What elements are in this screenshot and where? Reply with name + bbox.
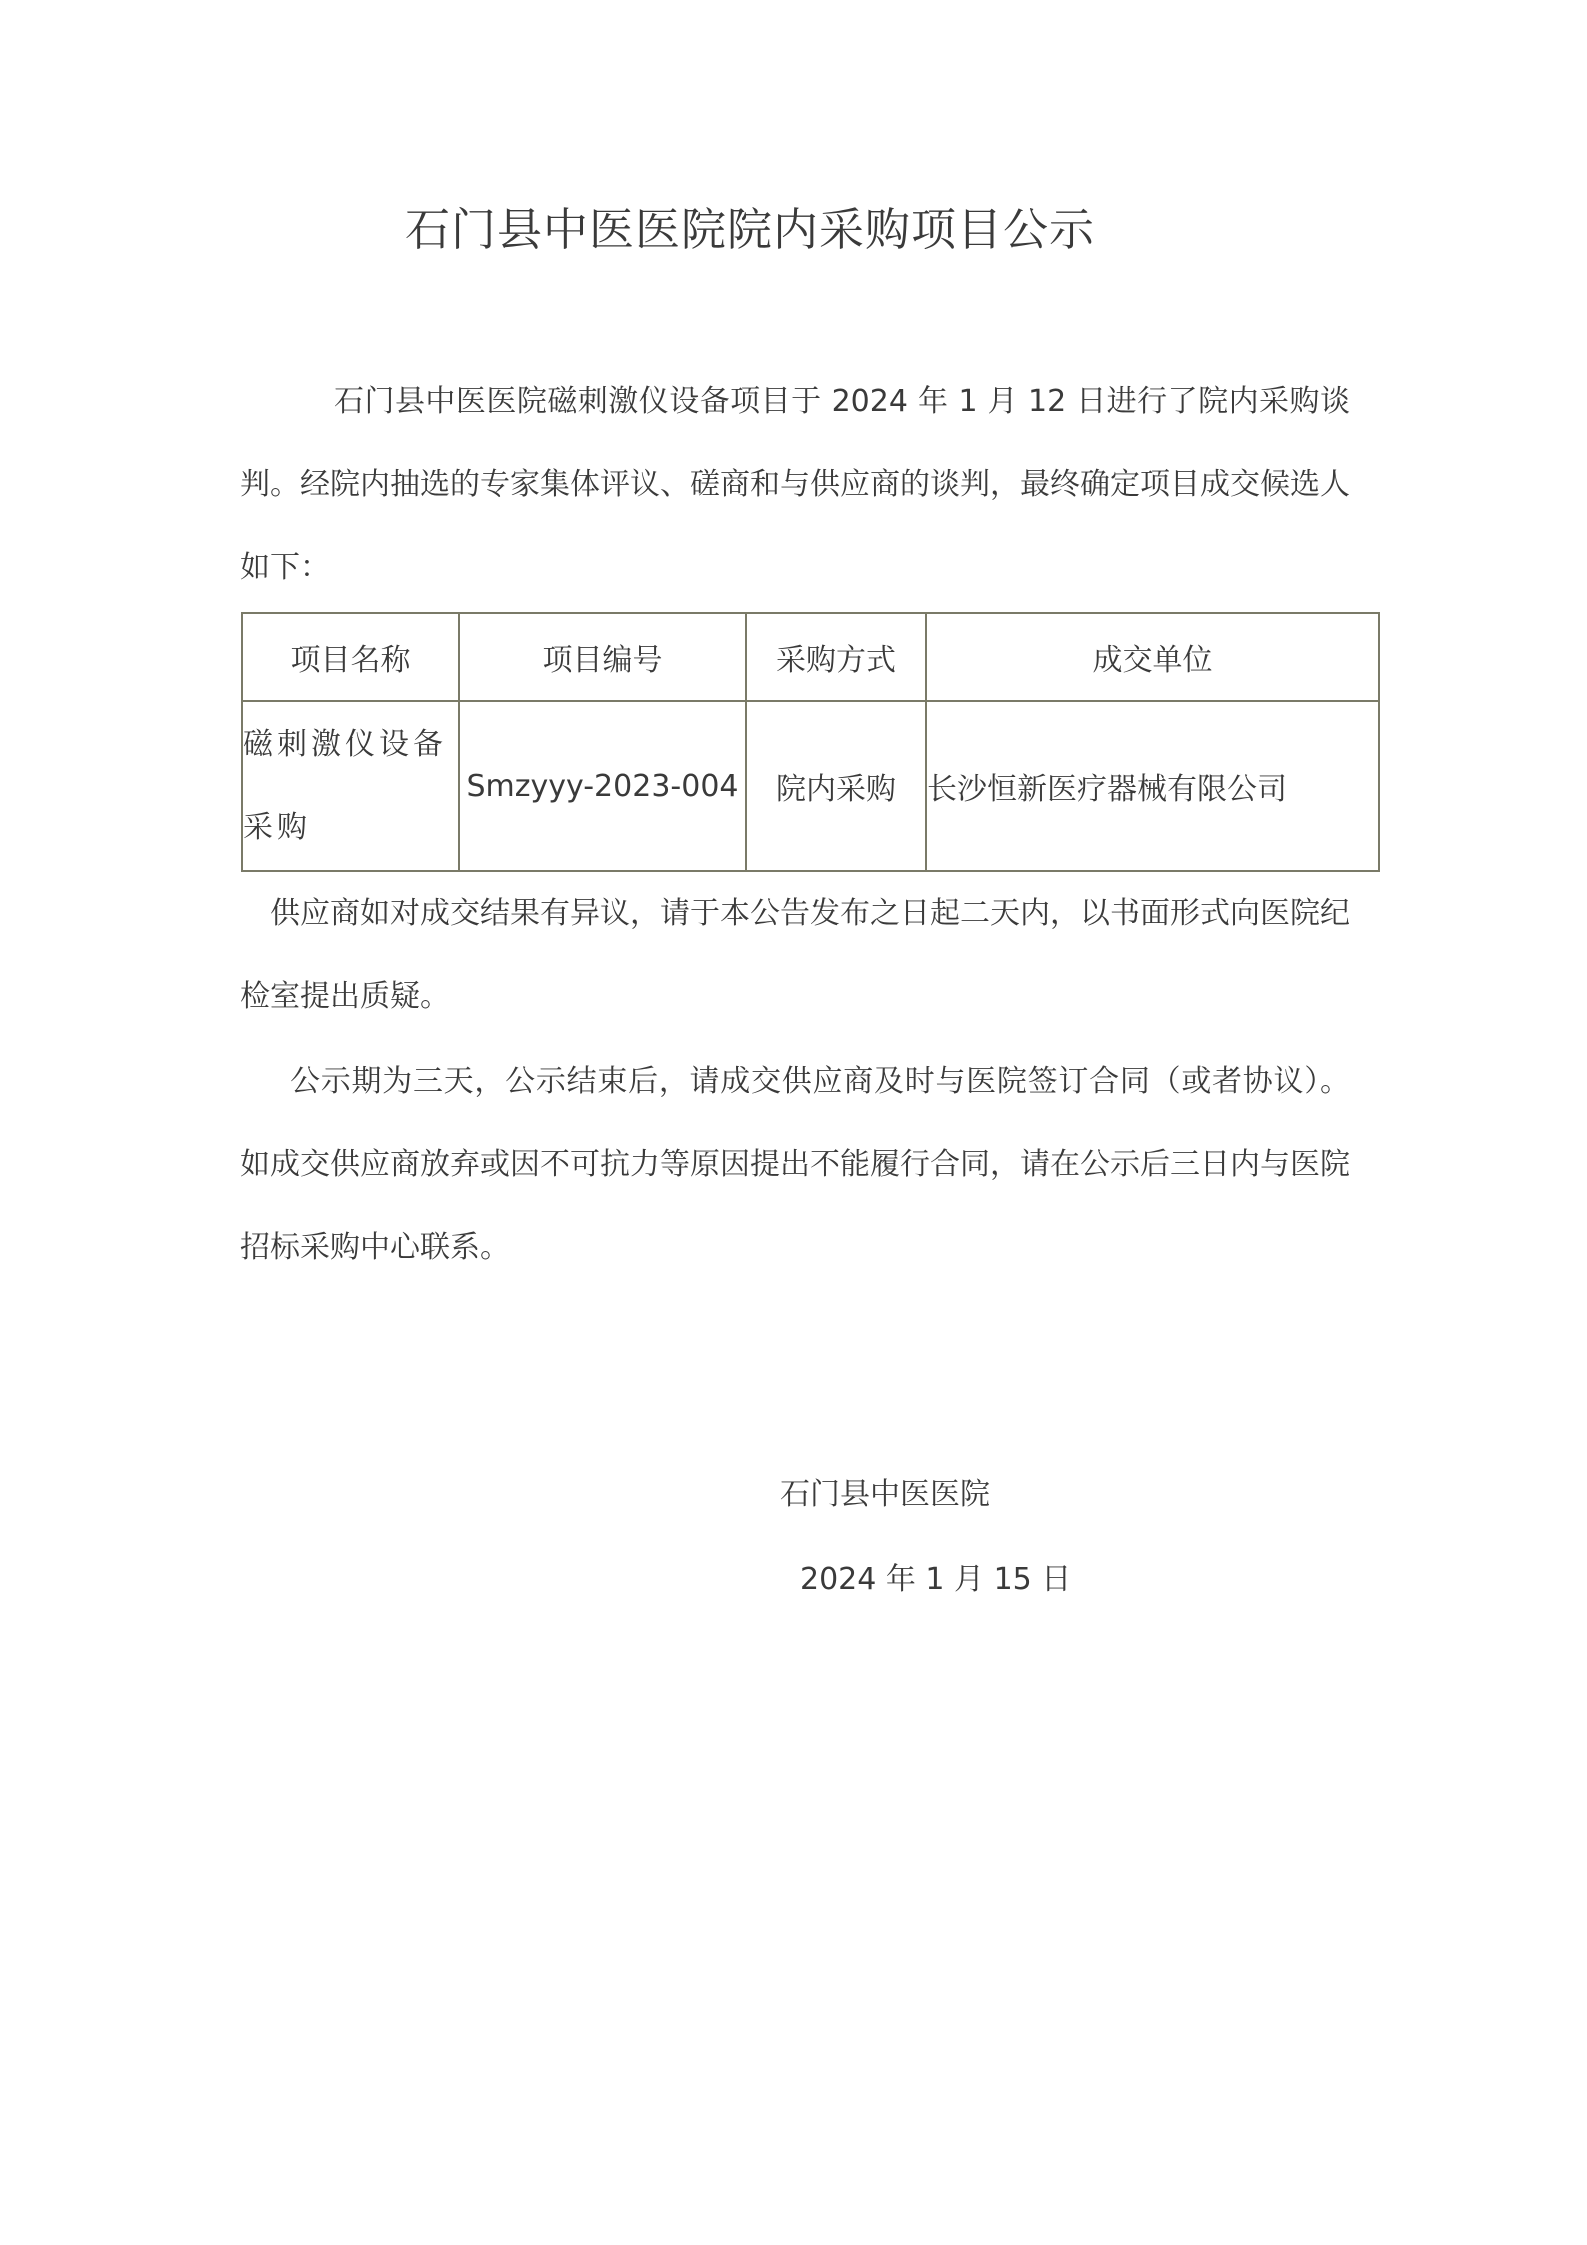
header-project-number: 项目编号 <box>459 613 746 701</box>
header-project-name: 项目名称 <box>242 613 459 701</box>
header-winning-unit: 成交单位 <box>926 613 1379 701</box>
page-title: 石门县中医医院院内采购项目公示 <box>404 203 1095 256</box>
signature-date: 2024 年 1 月 15 日 <box>800 1562 1072 1597</box>
intro-paragraph: 石门县中医医院磁刺激仪设备项目于 2024 年 1 月 12 日进行了院内采购谈判。经院内抽选的专家集体评议、磋商和与供应商的谈判，最终确定项目成交候选人如下： <box>240 384 1350 585</box>
cell-project-name: 磁刺激仪设备采购 <box>242 701 459 871</box>
objection-paragraph: 供应商如对成交结果有异议，请于本公告发布之日起二天内，以书面形式向医院纪检室提出质疑。 <box>240 896 1350 1014</box>
procurement-table <box>241 612 1380 872</box>
publicity-paragraph: 公示期为三天，公示结束后，请成交供应商及时与医院签订合同（或者协议）。如成交供应商放弃或因不可抗力等原因提出不能履行合同，请在公示后三日内与医院招标采购中心联系。 <box>240 1064 1350 1265</box>
cell-procurement-method: 院内采购 <box>746 701 926 871</box>
cell-project-number: Smzyyy-2023-004 <box>459 701 746 871</box>
table-row <box>242 701 1379 871</box>
header-procurement-method: 采购方式 <box>746 613 926 701</box>
signature-organization: 石门县中医医院 <box>780 1477 990 1512</box>
table-header-row <box>242 613 1379 701</box>
cell-winning-unit: 长沙恒新医疗器械有限公司 <box>926 701 1379 871</box>
